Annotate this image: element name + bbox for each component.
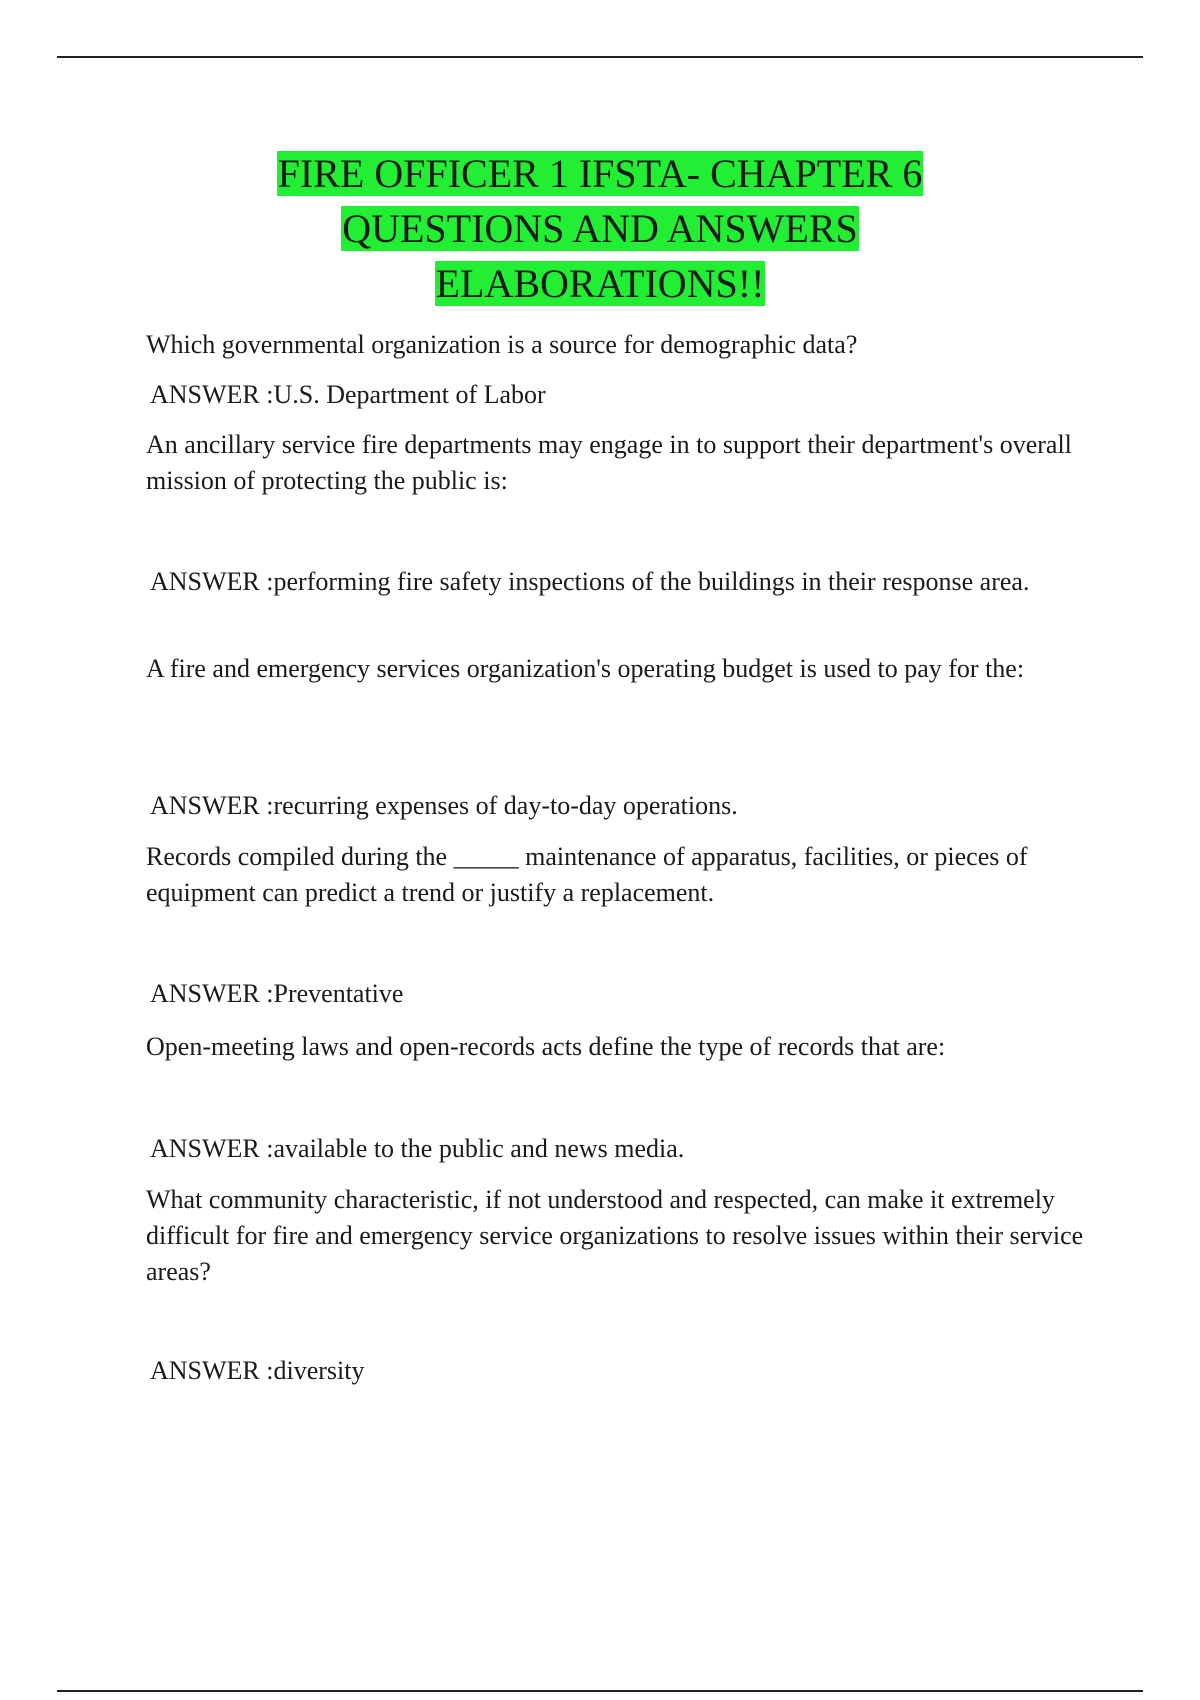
- question-1: Which governmental organization is a source for demographic data?: [146, 330, 858, 359]
- question-3: A fire and emergency services organization's operating budget is used to pay for the:: [146, 654, 1025, 683]
- answer-4: ANSWER :Preventative: [150, 979, 404, 1008]
- document-title: [120, 146, 1080, 311]
- bottom-rule: [57, 1690, 1143, 1692]
- title-line: FIRE OFFICER 1 IFSTA- CHAPTER 6: [277, 151, 923, 196]
- answer-2: ANSWER :performing fire safety inspections of the buildings in their response area.: [150, 567, 1030, 596]
- title-line: ELABORATIONS!!: [435, 261, 765, 306]
- title-line: QUESTIONS AND ANSWERS: [342, 206, 858, 251]
- top-rule: [57, 56, 1143, 58]
- question-4: Records compiled during the _____ maintenance of apparatus, facilities, or pieces of equipment can predict a trend or justify a replacement.: [146, 842, 1028, 907]
- answer-6: ANSWER :diversity: [150, 1356, 365, 1385]
- answer-3: ANSWER :recurring expenses of day-to-day operations.: [150, 791, 738, 820]
- question-5: Open-meeting laws and open-records acts define the type of records that are:: [146, 1032, 946, 1061]
- question-2: An ancillary service fire departments may engage in to support their department's overall mission of protecting the public is:: [146, 430, 1072, 495]
- question-6: What community characteristic, if not understood and respected, can make it extremely difficult for fire and emergency service organizations to resolve issues within their service areas?: [146, 1185, 1084, 1286]
- answer-1: ANSWER :U.S. Department of Labor: [150, 380, 546, 409]
- answer-5: ANSWER :available to the public and news media.: [150, 1134, 685, 1163]
